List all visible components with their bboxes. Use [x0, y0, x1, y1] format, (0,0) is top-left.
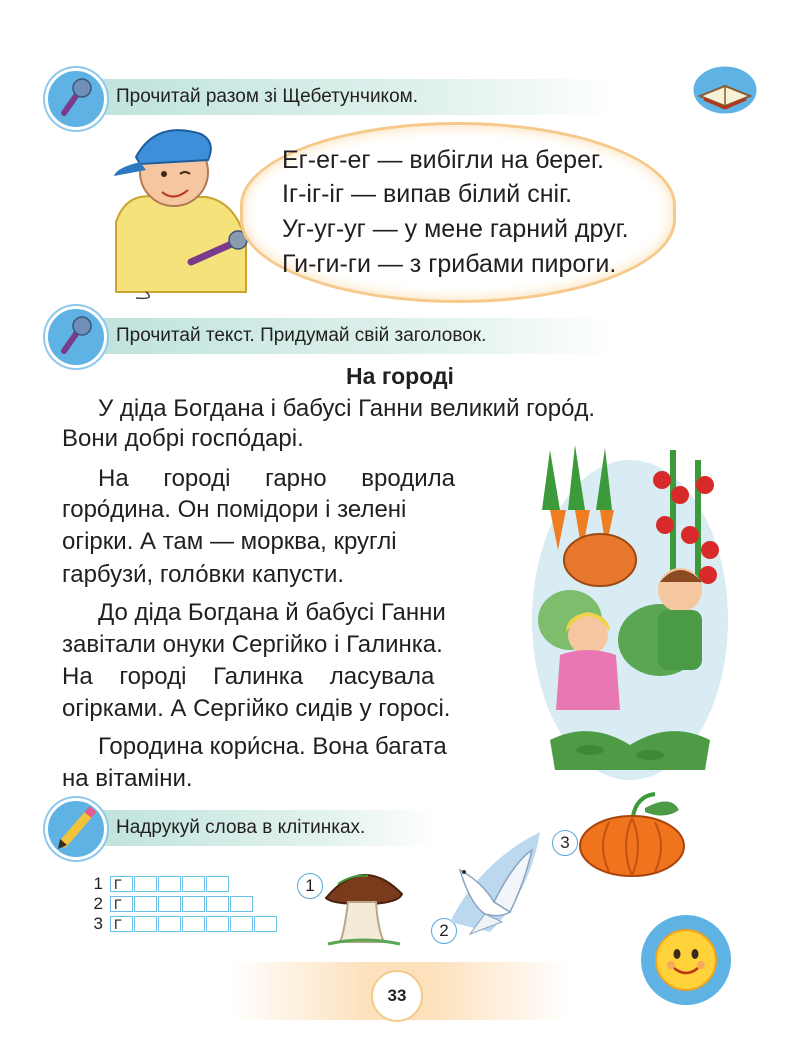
dove-illustration — [440, 822, 550, 940]
microphone-icon — [45, 306, 107, 368]
story-title: На городі — [346, 363, 454, 389]
badge-2: 2 — [431, 918, 457, 944]
story-line-3: На городі гарно вродила — [98, 465, 455, 492]
story-line-12: на вітаміни. — [62, 765, 193, 792]
mushroom-illustration — [318, 860, 408, 948]
grid-cell[interactable]: Г — [110, 896, 133, 912]
grid-cell[interactable] — [134, 896, 157, 912]
grid-cell[interactable]: Г — [110, 876, 133, 892]
story-line-1: У діда Богдана і бабусі Ганни великий горо́д. — [98, 395, 596, 422]
grid-row-number: 1 — [93, 874, 103, 893]
grid-cell[interactable] — [206, 876, 229, 892]
story-line-9: На городі Галинка ласувала — [62, 663, 435, 690]
grid-cell[interactable] — [134, 916, 157, 932]
story-line-4: горо́дина. Он помідори і зелені — [62, 496, 407, 523]
grid-cell[interactable] — [134, 876, 157, 892]
instruction-print-words: Надрукуй слова в клітинках. — [116, 817, 366, 838]
grid-row-number: 3 — [93, 914, 103, 933]
garden-children-illustration — [530, 440, 730, 780]
story-line-6: гарбузи́, голо́вки капусти. — [62, 561, 345, 588]
grid-row-number: 2 — [93, 894, 103, 913]
smiley-sun-icon — [636, 910, 736, 1010]
story-line-8: завітали онуки Сергійко і Галинка. — [62, 631, 443, 658]
poem-line-4: Ги-ги-ги — з грибами пироги. — [282, 250, 617, 278]
grid-cell[interactable] — [254, 916, 277, 932]
story-line-5: огірки. А там — морква, круглі — [62, 528, 397, 555]
story-line-7: До діда Богдана й бабусі Ганни — [98, 599, 446, 626]
instruction-read-together: Прочитай разом зі Щебетунчиком. — [116, 86, 418, 107]
story-line-10: огірками. А Сергійко сидів у горосі. — [62, 695, 451, 722]
instruction-read-text: Прочитай текст. Придумай свій заголовок. — [116, 325, 487, 346]
badge-1: 1 — [297, 873, 323, 899]
grid-cell[interactable] — [182, 876, 205, 892]
grid-cell[interactable] — [182, 896, 205, 912]
pumpkin-illustration — [575, 790, 690, 880]
grid-cell[interactable] — [158, 896, 181, 912]
grid-cell[interactable] — [158, 916, 181, 932]
poem-line-1: Ег-ег-ег — вибігли на берег. — [282, 146, 604, 174]
grid-cell[interactable] — [230, 896, 253, 912]
grid-cell[interactable] — [206, 896, 229, 912]
grid-cell[interactable] — [158, 876, 181, 892]
grid-cell[interactable] — [182, 916, 205, 932]
page-number: 33 — [371, 970, 423, 1022]
poem-line-2: Іг-іг-іг — випав білий сніг. — [282, 180, 573, 208]
poem-line-3: Уг-уг-уг — у мене гарний друг. — [282, 215, 629, 243]
grid-cell[interactable] — [230, 916, 253, 932]
pencil-icon — [45, 798, 107, 860]
badge-3: 3 — [552, 830, 578, 856]
open-book-icon — [690, 62, 760, 118]
grid-cell[interactable]: Г — [110, 916, 133, 932]
grid-cell[interactable] — [206, 916, 229, 932]
story-line-2: Вони добрі госпо́дарі. — [62, 425, 304, 452]
story-line-11: Городина кори́сна. Вона багата — [98, 733, 447, 760]
